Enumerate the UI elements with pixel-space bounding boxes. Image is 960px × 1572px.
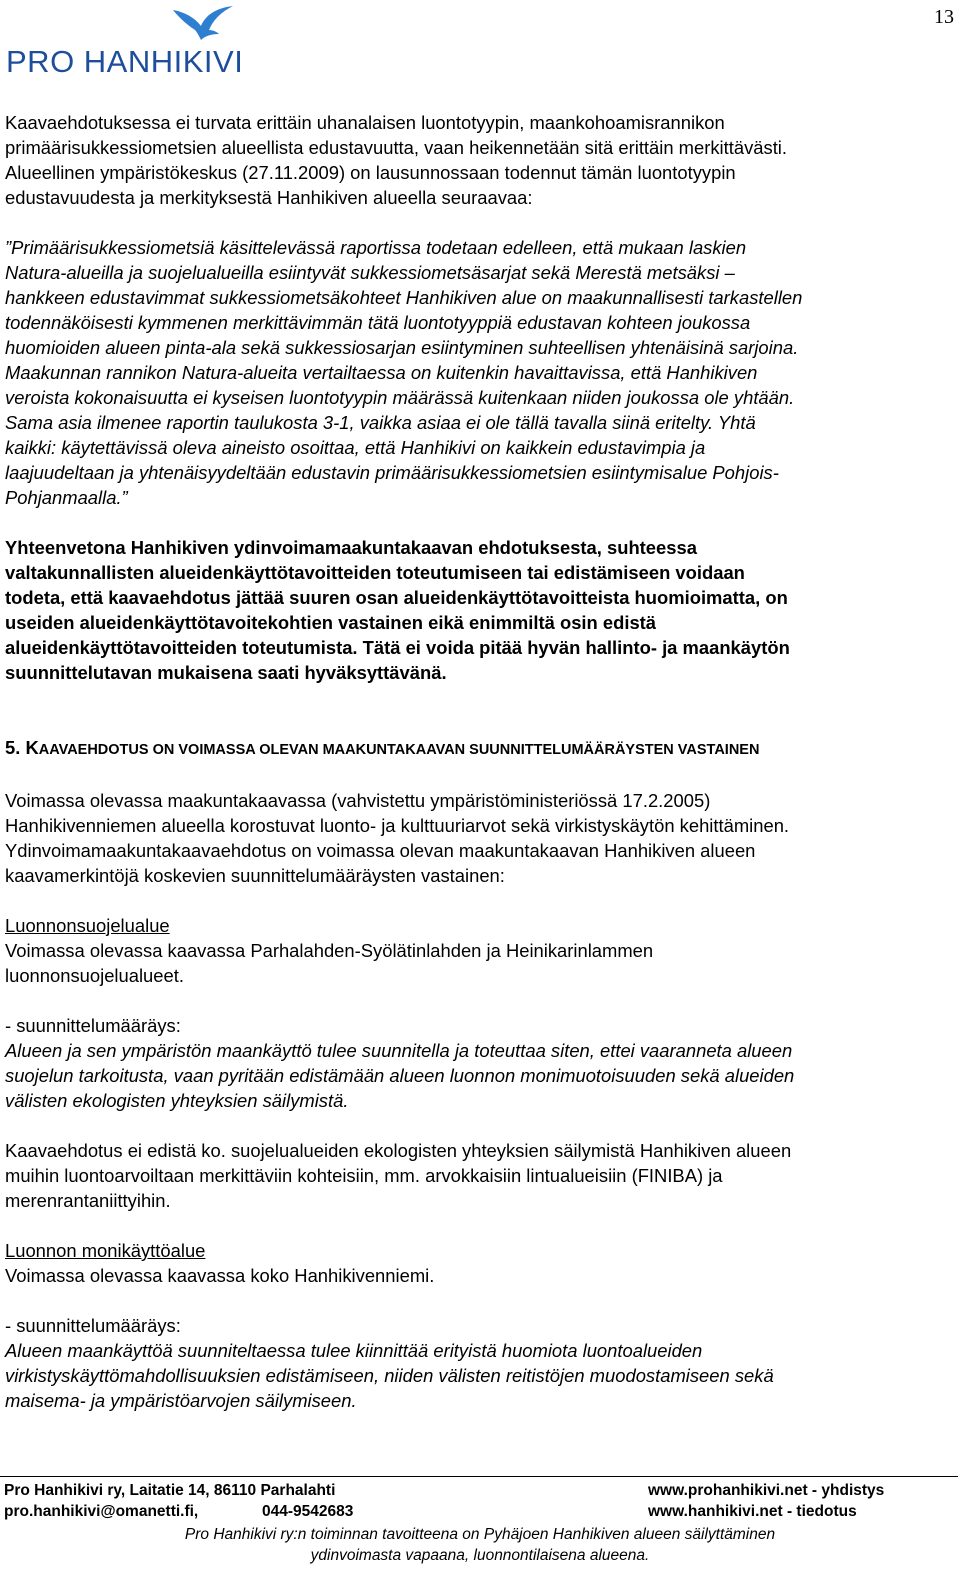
text-line: Ydinvoimamaakuntakaavaehdotus on voimassa olevan maakuntakaavan Hanhikiven alueen (5, 840, 756, 861)
section-number: 5. (5, 737, 26, 758)
footer-address: Pro Hanhikivi ry, Laitatie 14, 86110 Parhalahti (4, 1482, 336, 1499)
document-body (5, 110, 953, 1413)
text-line: luonnonsuojelualueet. (5, 965, 184, 986)
text-line: ”Primäärisukkessiometsiä käsittelevässä raportissa todetaan edelleen, että mukaan laskien (5, 237, 747, 258)
text-line: veroista kokonaisuutta ei kyseisen luontotyypin määrässä kuitenkaan niiden joukossa ole yhtään. (5, 387, 795, 408)
text-line: suunnittelutavan mukaisena saati hyväksyttävänä. (5, 662, 447, 683)
text-line: huomioiden alueen pinta-ala sekä sukkessiosarjan esiintyminen suhteellisen yhtenäisinä sarjoina. (5, 337, 799, 358)
regulation-text (5, 1338, 953, 1413)
paragraph-comment (5, 1138, 953, 1213)
regulation-label: - suunnittelumääräys: (5, 1315, 181, 1336)
subheading-monikayttoalue: Luonnon monikäyttöalue (5, 1240, 206, 1261)
text-line: kaavamerkintöjä koskevien suunnittelumääräysten vastainen: (5, 865, 505, 886)
text-line: useiden alueidenkäyttötavoitekohtien vastainen eikä enimmiltä osin edistä (5, 612, 657, 633)
footer-divider (0, 1476, 958, 1477)
footer-phone: 044-9542683 (262, 1503, 354, 1520)
section-heading (5, 735, 953, 763)
text-line: Alueen ja sen ympäristön maankäyttö tulee suunnitella ja toteuttaa siten, ettei vaaranneta alueen (5, 1040, 793, 1061)
footer-mission-line-2: ydinvoimasta vapaana, luonnontilaisena alueena. (310, 1547, 650, 1564)
text-line: virkistyskäyttömahdollisuuksien edistämiseen, niiden välisten reitistöjen muodostamiseen sekä (5, 1365, 774, 1386)
section-title: AAVAEHDOTUS ON VOIMASSA OLEVAN MAAKUNTAKAAVAN SUUNNITTELUMÄÄRÄYSTEN VASTAINEN (38, 742, 760, 758)
text-line: todeta, että kaavaehdotus jättää suuren osan alueidenkäyttötavoitteista huomioimatta, on (5, 587, 788, 608)
text-line: laajuudeltaan ja yhtenäisyydeltään edustavin primäärisukkessiometsien esiintymisalue Pohjois- (5, 462, 779, 483)
text-line: alueidenkäyttötavoitteiden toteutumista. Tätä ei voida pitää hyvän hallinto- ja maankäytön (5, 637, 790, 658)
footer-web-association[interactable]: www.prohanhikivi.net - yhdistys (648, 1482, 885, 1499)
text-line: Hanhikivenniemen alueella korostuvat luonto- ja kulttuuriarvot sekä virkistyskäytön kehittäminen. (5, 815, 790, 836)
footer-email[interactable]: pro.hanhikivi@omanetti.fi, (4, 1503, 199, 1520)
text-line: todennäköisesti kymmenen merkittävimmän tätä luontotyyppiä edustavan kohteen joukossa (5, 312, 751, 333)
text-line: muihin luontoarvoiltaan merkittäviin kohteisiin, mm. arvokkaisiin lintualueisiin (FINIBA) ja (5, 1165, 723, 1186)
regulation-text (5, 1038, 953, 1113)
footer-mission-line-1: Pro Hanhikivi ry:n toiminnan tavoitteena on Pyhäjoen Hanhikiven alueen säilyttäminen (184, 1526, 776, 1543)
logo (6, 4, 268, 80)
text-line: merenrantaniittyihin. (5, 1190, 171, 1211)
quote-block (5, 235, 953, 510)
section-title-initial: K (25, 737, 39, 758)
text-line: Kaavaehdotus ei edistä ko. suojelualueiden ekologisten yhteyksien säilymistä Hanhikiven alueen (5, 1140, 792, 1161)
text-line: välisten ekologisten yhteyksien säilymistä. (5, 1090, 349, 1111)
bird-icon (171, 4, 235, 46)
text-line: Voimassa olevassa kaavassa Parhalahden-Syölätinlahden ja Heinikarinlammen (5, 940, 654, 961)
text-line: Yhteenvetona Hanhikiven ydinvoimamaakuntakaavan ehdotuksesta, suhteessa (5, 537, 697, 558)
regulation-label: - suunnittelumääräys: (5, 1015, 181, 1036)
text-line: maisema- ja ympäristöarvojen säilymiseen. (5, 1390, 357, 1411)
text-line: valtakunnallisten alueidenkäyttötavoitteiden toteutumiseen tai edistämiseen voidaan (5, 562, 745, 583)
text-line: Maakunnan rannikon Natura-alueita vertailtaessa on kuitenkin havaittavissa, että Hanhikiven (5, 362, 758, 383)
text-line: hankkeen edustavimmat sukkessiometsäkohteet Hanhikiven alue on maakunnallisesti tarkastellen (5, 287, 803, 308)
summary-paragraph (5, 535, 953, 685)
text-line: Natura-alueilla ja suojelualueilla esiintyvät sukkessiometsäsarjat sekä Merestä metsäksi – (5, 262, 735, 283)
text-line: Alueen maankäyttöä suunniteltaessa tulee kiinnittää erityistä huomiota luontoalueiden (5, 1340, 703, 1361)
text-line: Kaavaehdotuksessa ei turvata erittäin uhanalaisen luontotyypin, maankohoamisrannikon (5, 112, 725, 133)
text-line: kaikki: käytettävissä oleva aineisto osoittaa, että Hanhikivi on kaikkein edustavimpia ja (5, 437, 706, 458)
footer-web-news[interactable]: www.hanhikivi.net - tiedotus (648, 1503, 857, 1520)
text-line: Alueellinen ympäristökeskus (27.11.2009) on lausunnossaan todennut tämän luontotyypin (5, 162, 736, 183)
text-line: suojelun tarkoitusta, vaan pyritään edistämään alueen luonnon monimuotoisuuden sekä alueiden (5, 1065, 795, 1086)
text-line: Voimassa olevassa maakuntakaavassa (vahvistettu ympäristöministeriössä 17.2.2005) (5, 790, 711, 811)
text-line: Pohjanmaalla.” (5, 487, 128, 508)
page-number: 13 (934, 6, 954, 28)
logo-text: PRO HANHIKIVI (6, 44, 244, 79)
subheading-luonnonsuojelualue: Luonnonsuojelualue (5, 915, 170, 936)
paragraph-plan (5, 788, 953, 888)
text-line: primäärisukkessiometsien alueellista edustavuutta, vaan heikennetään sitä erittäin merkittävästi. (5, 137, 788, 158)
text-line: Sama asia ilmenee raportin taulukosta 3-1, vaikka asiaa ei ole tällä tavalla siinä eritelty. Yhtä (5, 412, 756, 433)
text-line: Voimassa olevassa kaavassa koko Hanhikivenniemi. (5, 1265, 435, 1286)
paragraph-intro (5, 110, 953, 210)
text-line: edustavuudesta ja merkityksestä Hanhikiven alueella seuraavaa: (5, 187, 533, 208)
